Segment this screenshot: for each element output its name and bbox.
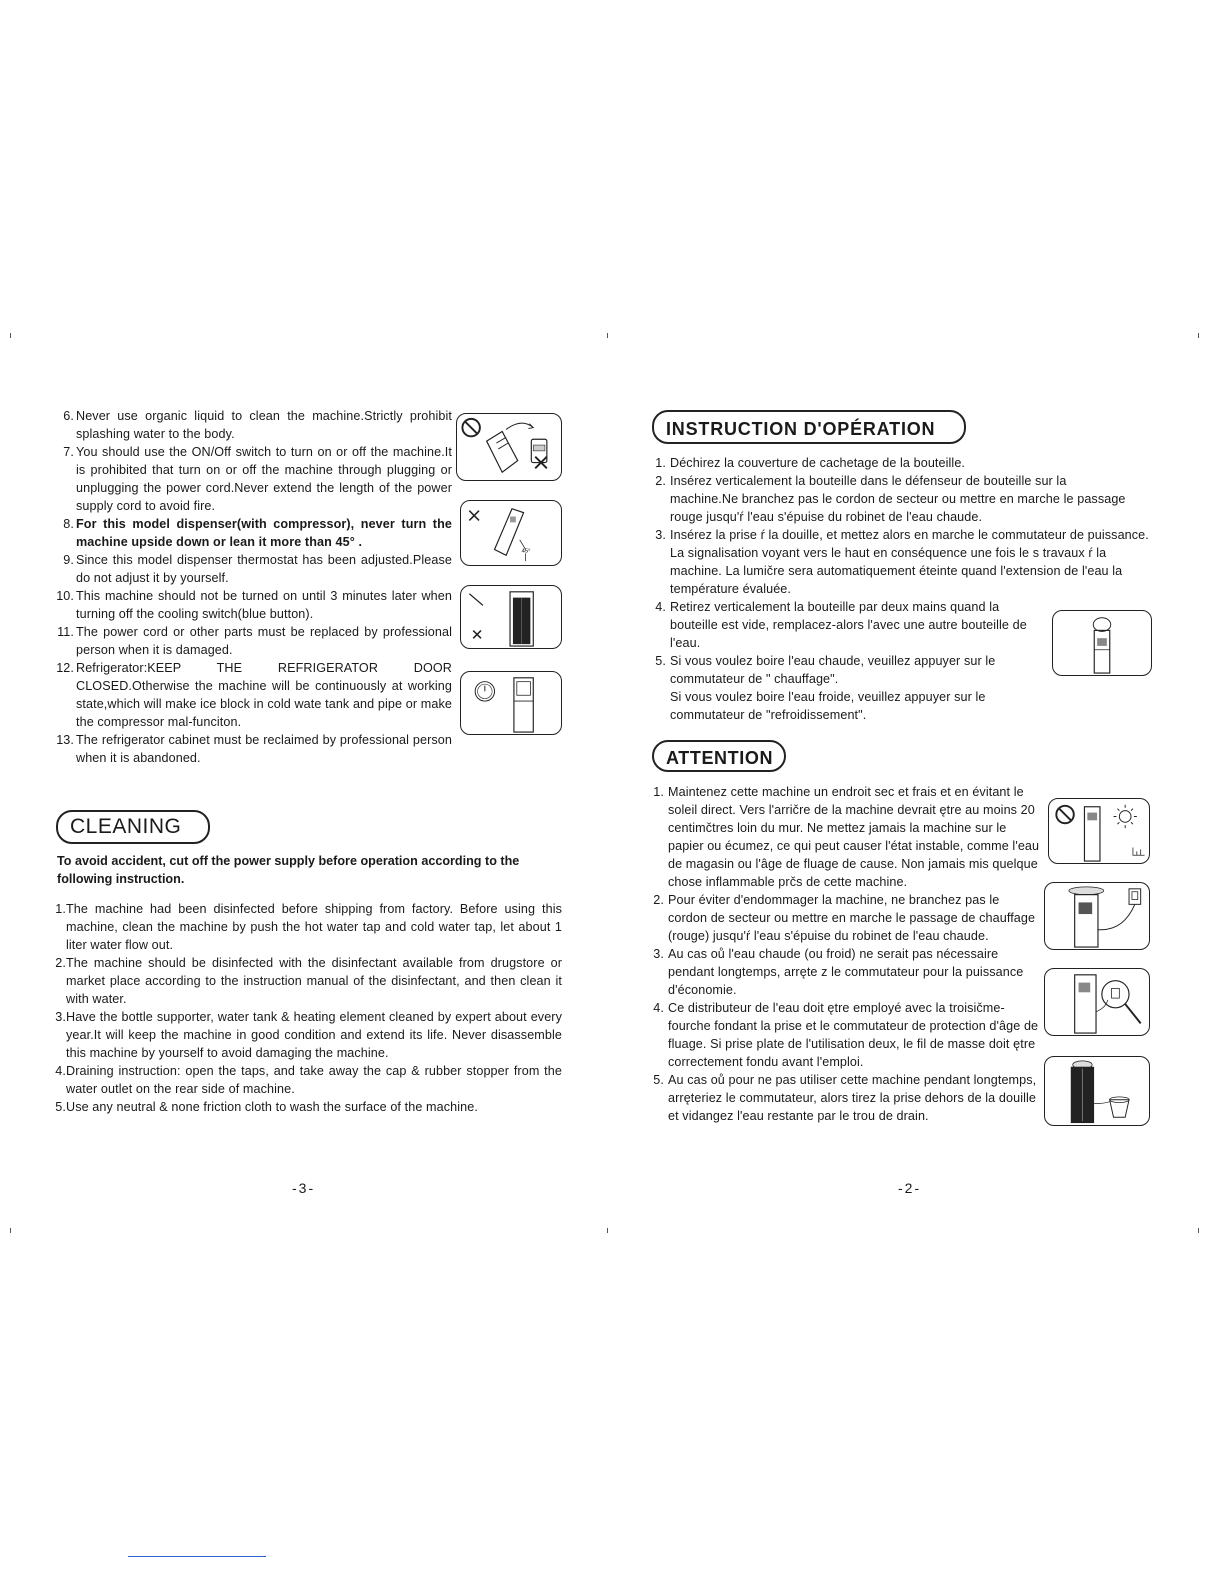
figure-power-outlet [1044,882,1150,950]
no-splash-icon [457,414,561,480]
item-text: Since this model dispenser thermostat has been adjusted.Please do not adjust it by yourself. [76,553,452,585]
power-outlet-icon [1045,883,1149,949]
list-item [652,526,1152,598]
list-item [50,1062,562,1098]
list-item [50,900,562,954]
item-number: 2. [655,474,666,488]
item-text: Déchirez la couverture de cachetage de la bouteille. [670,456,966,470]
item-text: Insérez verticalement la bouteille dans le défenseur de bouteille sur la machine.Ne branchez pas le cordon de secteur ou mettre en marche le passage rouge jusqu'ŕ l'eau s'épuise du robinet de l'eau chaude. [670,474,1126,524]
item-number: 2. [55,956,66,970]
item-number: 4. [653,1001,664,1015]
figure-power-switch [1044,968,1150,1036]
instruction-title: INSTRUCTION D'OPÉRATION [652,410,966,444]
list-item [50,1008,562,1062]
list-item [50,954,562,1008]
item-text: The machine should be disinfected with the disinfectant available from drugstore or market place according to the instruction manual of the disinfectant, and then clean it with water. [66,956,562,1006]
figure-thermostat [460,585,562,649]
item-number: 8. [63,517,74,531]
cleaning-title: CLEANING [56,810,210,844]
cleaning-list [50,900,562,1116]
list-item [48,659,452,731]
cleaning-warning: To avoid accident, cut off the power supply before operation according to the following instruction. [57,854,520,886]
item-number: 1. [653,785,664,799]
divider-line [128,1556,266,1557]
item-text: Maintenez cette machine un endroit sec et frais et en évitant le soleil direct. Vers l'arričre de la machine devrait ętre au moins 20 centimčtres loin du mur. Ne mettez jamais la machine sur le papier ou écumez, ce qui peut causer l'état instable, comme l'eau de magasin ou l'âge de fluage de cause. Non jamais mis quelque chose inflammable prčs de cette machine. [668,785,1040,889]
attention-title: ATTENTION [652,740,786,772]
item-number: 4. [55,1064,66,1078]
list-item [48,587,452,623]
instruction-list [652,454,1152,724]
list-item [50,1098,562,1116]
right-page [612,0,1224,1584]
item-text [670,652,1040,724]
list-item [650,783,1042,891]
list-item [48,515,452,551]
item-text: This machine should not be turned on until 3 minutes later when turning off the cooling switch(blue button). [76,589,452,621]
item-text: The refrigerator cabinet must be reclaimed by professional person when it is abandoned. [76,733,452,765]
list-item [652,472,1152,526]
item-number: 3. [55,1010,66,1024]
item-text: Au cas oů l'eau chaude (ou froid) ne serait pas nécessaire pendant longtemps, arręte z le commutateur pour la puissance d'économie. [668,947,1024,997]
drain-bucket-icon [1045,1057,1149,1125]
attention-list [650,783,1042,1125]
page-number: -3- [292,1180,316,1196]
figure-drain [1044,1056,1150,1126]
item-text: Pour éviter d'endommager la machine, ne branchez pas le cordon de secteur ou mettre en marche le passage de chauffage (rouge) jusqu'ŕ l'eau s'épuise du robinet de l'eau chaude. [668,893,1036,943]
item-number: 3. [655,528,666,542]
item-number: 7. [63,445,74,459]
figure-refrigerator [460,671,562,735]
item-number: 11. [57,625,74,639]
item-text: Draining instruction: open the taps, and take away the cap & rubber stopper from the water outlet on the rear side of machine. [66,1064,562,1096]
item-number: 1. [655,456,666,470]
item-text: Retirez verticalement la bouteille par deux mains quand la bouteille est vide, remplacez-alors l'avec une autre bouteille de l'eau. [670,600,1027,650]
list-item [650,999,1042,1071]
screwdriver-icon [461,586,561,648]
item-number: 5. [653,1073,664,1087]
safety-list [48,407,452,767]
figure-bottle-replace [1052,610,1152,676]
list-item [48,731,452,767]
list-item [650,945,1042,999]
item-text-line: Si vous voulez boire l'eau froide, veuillez appuyer sur le commutateur de "refroidissement". [670,690,986,722]
item-number: 1. [55,902,66,916]
item-text: Insérez la prise ŕ la douille, et mettez alors en marche le commutateur de puissance. La signalisation voyant vers le haut en conséquence une fois le s travaux ŕ la machine. La lumičre sera automatiquement éteinte quand l'extension de l'eau la température évaluée. [670,528,1149,596]
list-item [48,551,452,587]
item-number: 5. [55,1100,66,1114]
item-text: The power cord or other parts must be replaced by professional person when it is damaged. [76,625,452,657]
tilt-warning-icon [461,501,561,565]
item-text: Have the bottle supporter, water tank & heating element cleaned by expert about every year.It will keep the machine in good condition and extend its life. Never disassemble this machine by yourself to avoid damaging the machine. [66,1010,562,1060]
item-text: The machine had been disinfected before shipping from factory. Before using this machine, clean the machine by push the hot water tap and cold water tap, let about 1 liter water flow out. [66,902,562,952]
figure-placement [1048,798,1150,864]
item-number: 2. [653,893,664,907]
item-number: 13. [56,733,74,747]
water-dispenser-icon [1053,611,1151,675]
list-item [48,407,452,443]
figure-no-splash [456,413,562,481]
figure-no-tilt [460,500,562,566]
item-text: Never use organic liquid to clean the machine.Strictly prohibit splashing water to the body. [76,409,452,441]
no-sunlight-icon [1049,799,1149,863]
item-text: Refrigerator:KEEP THE REFRIGERATOR DOOR CLOSED.Otherwise the machine will be continuously at working state,which will make ice block in cold wate tank and pipe or make the compressor mal-funciton. [76,661,452,729]
item-text: For this model dispenser(with compressor), never turn the machine upside down or lean it more than 45° . [76,517,452,549]
list-item [650,1071,1042,1125]
item-text-line: Si vous voulez boire l'eau chaude, veuillez appuyer sur le commutateur de " chauffage". [670,654,996,686]
item-text: Ce distributeur de l'eau doit ętre employé avec la troisičme-fourche fondant la prise et le commutateur de protection d'âge de fluage. Si prise plate de l'utilisation deux, le fil de masse doit ętre correctement fondu avant l'emploi. [668,1001,1039,1069]
item-number: 6. [63,409,74,423]
item-number: 3. [653,947,664,961]
item-number: 5. [655,654,666,668]
list-item [652,454,1152,472]
item-number: 10. [56,589,74,603]
page-number: -2- [898,1180,922,1196]
item-text: Au cas oů pour ne pas utiliser cette machine pendant longtemps, arręteriez le commutateur, alors tirez la prise dehors de la douille et vidangez l'eau restante par le trou de drain. [668,1073,1037,1123]
item-number: 4. [655,600,666,614]
item-number: 12. [56,661,74,675]
angle-label: 45° [521,548,531,555]
list-item [48,443,452,515]
clock-icon [461,672,561,734]
list-item [650,891,1042,945]
item-text: You should use the ON/Off switch to turn on or off the machine.It is prohibited that turn on or off the machine through plugging or unplugging the power cord.Never extend the length of the power supply cord to avoid fire. [76,445,452,513]
magnifier-icon [1045,969,1149,1035]
list-item [48,623,452,659]
item-text: Use any neutral & none friction cloth to wash the surface of the machine. [66,1100,478,1114]
item-number: 9. [63,553,74,567]
